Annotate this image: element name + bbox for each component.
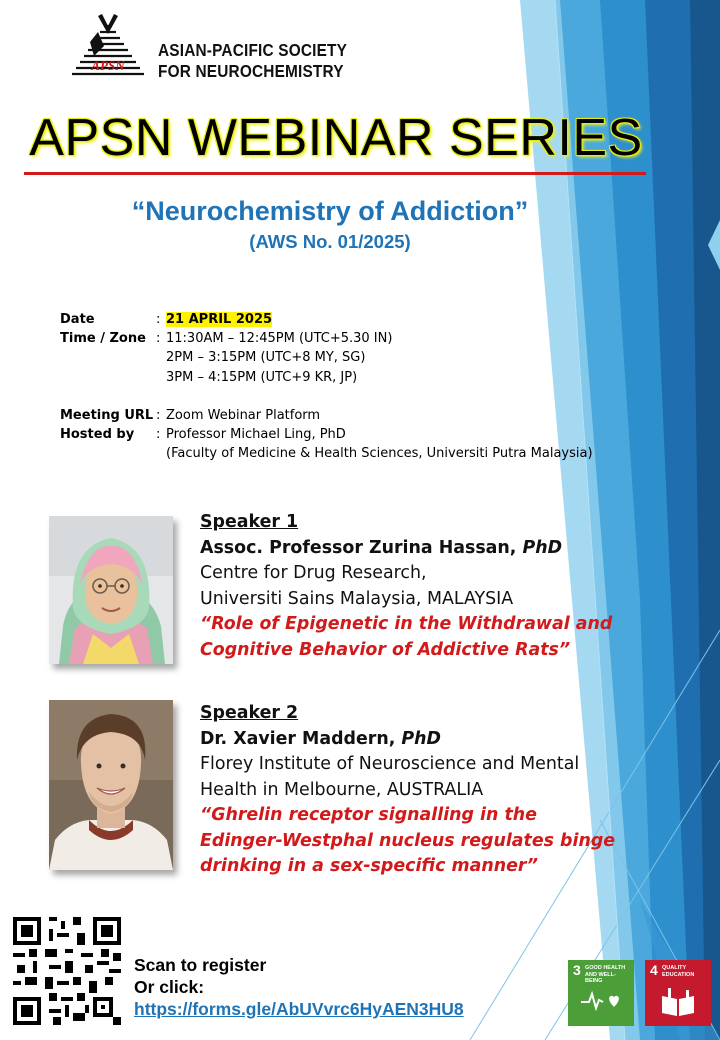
sdg-3-label: GOOD HEALTH AND WELL-BEING [585,965,626,984]
host-label: Hosted by [60,427,135,443]
registration-qr-code[interactable] [13,917,121,1025]
speaker-2-name-line [200,727,615,753]
speaker-1-heading: Speaker 1 [200,512,299,532]
speaker-2-affiliation-2: Health in Melbourne, AUSTRALIA [200,779,484,800]
url-value: Zoom Webinar Platform [166,407,321,423]
apsn-logo [68,12,148,90]
time-value-2: 2PM – 3:15PM (UTC+8 MY, SG) [166,350,366,366]
speaker-1-name: Assoc. Professor Zurina Hassan, [200,537,523,558]
time-label: Time / Zone [60,331,146,347]
organization-name-line2: FOR NEUROCHEMISTRY [158,61,344,81]
speaker-1-photo [49,516,173,664]
registration-info [134,954,464,1020]
registration-link[interactable]: https://forms.gle/AbUVvrc6HyAEN3HU8 [134,999,464,1019]
logo-text: APSN [91,58,125,73]
speaker-2-affiliation-1: Florey Institute of Neuroscience and Mental [200,754,580,774]
speaker-1-talk-line-2: Cognitive Behavior of Addictive Rats” [200,639,571,660]
webinar-topic: “Neurochemistry of Addiction” [131,196,529,226]
webinar-code: (AWS No. 01/2025) [249,231,411,252]
book-icon [658,988,698,1018]
sdg-4-label: QUALITY EDUCATION [662,965,695,978]
speaker-1-degree: PhD [522,537,563,558]
or-click: Or click: [134,977,205,997]
time-value-1: 11:30AM – 12:45PM (UTC+5.30 IN) [166,331,393,347]
date-label: Date [60,312,95,327]
speaker-1 [200,510,612,663]
organization-name [158,40,347,82]
date-value: 21 APRIL 2025 [166,312,273,327]
page-title: APSN WEBINAR SERIES [29,109,643,167]
host-affiliation: (Faculty of Medicine & Health Sciences, Universiti Putra Malaysia) [166,446,593,462]
speaker-1-affiliation-2: Universiti Sains Malaysia, MALAYSIA [200,588,514,609]
sdg-4-badge [645,960,711,1026]
speaker-2-talk-line-1: “Ghrelin receptor signalling in the [200,805,537,825]
sdg-3-badge [568,960,634,1026]
heartbeat-icon [581,988,621,1012]
time-value-3: 3PM – 4:15PM (UTC+9 KR, JP) [166,369,358,385]
speaker-1-affiliation-1: Centre for Drug Research, [200,563,427,583]
webinar-poster: APSN ASIAN-PACIFIC SOCIETY FOR NEUROCHEMISTRY APSN WEBINAR SERIES “Neurochemistry of Addiction” (AWS No. 01/2025) Date : 21 APRIL 2025 Time / Zone : 11:30AM – 12:45PM (UTC+5.30 IN) 2PM – 3:15PM (UTC+8 MY, SG) 3PM – 4:15PM (UTC+9 KR, JP) Meeting URL : Zoom Webinar Platform Hosted by : Professor Michael Ling, PhD (Faculty of Medicine & Health Sciences, Universiti Putra Malaysia) Speaker 1 Assoc. Professor Zurina Hassan, PhD Centre for Drug Research, Universiti Sains Malaysia, MALAYSIA “Role of Epigenetic in the Withdrawal and Cognitive Behavior of Addictive Rats” Speaker 2 Dr. Xavier Maddern, PhD Florey Institute of Neuroscience and Mental Health in Melbourne, AUSTRALIA “Ghrelin receptor signalling in the Edinger-Westphal nucleus regulates binge drinking in a sex-specific manner” Scan to register Or click: https://forms.gle/AbUVvrc6HyAEN3HU8 3 GOOD HEALTH AND WELL-BEING 4 QUALITY EDUCATION [0,0,720,1040]
title-underline [24,172,646,175]
speaker-2-heading: Speaker 2 [200,703,299,723]
speaker-2 [200,701,615,880]
speaker-2-talk-line-3: drinking in a sex-specific manner” [200,856,538,876]
host-name: Professor Michael Ling, PhD [166,427,346,443]
speaker-2-talk-line-2: Edinger-Westphal nucleus regulates binge [200,830,616,851]
scan-to-register: Scan to register [134,955,267,975]
speaker-1-talk-line-1: “Role of Epigenetic in the Withdrawal and [200,614,613,634]
speaker-2-degree: PhD [401,728,441,749]
url-label: Meeting URL [60,407,154,423]
sdg-3-number: 3 [573,962,581,978]
speaker-2-name: Dr. Xavier Maddern, [200,728,402,749]
organization-name-line1: ASIAN-PACIFIC SOCIETY [158,40,348,60]
speaker-1-name-line [200,536,612,562]
speaker-2-photo [49,700,173,870]
sdg-4-number: 4 [650,962,658,978]
